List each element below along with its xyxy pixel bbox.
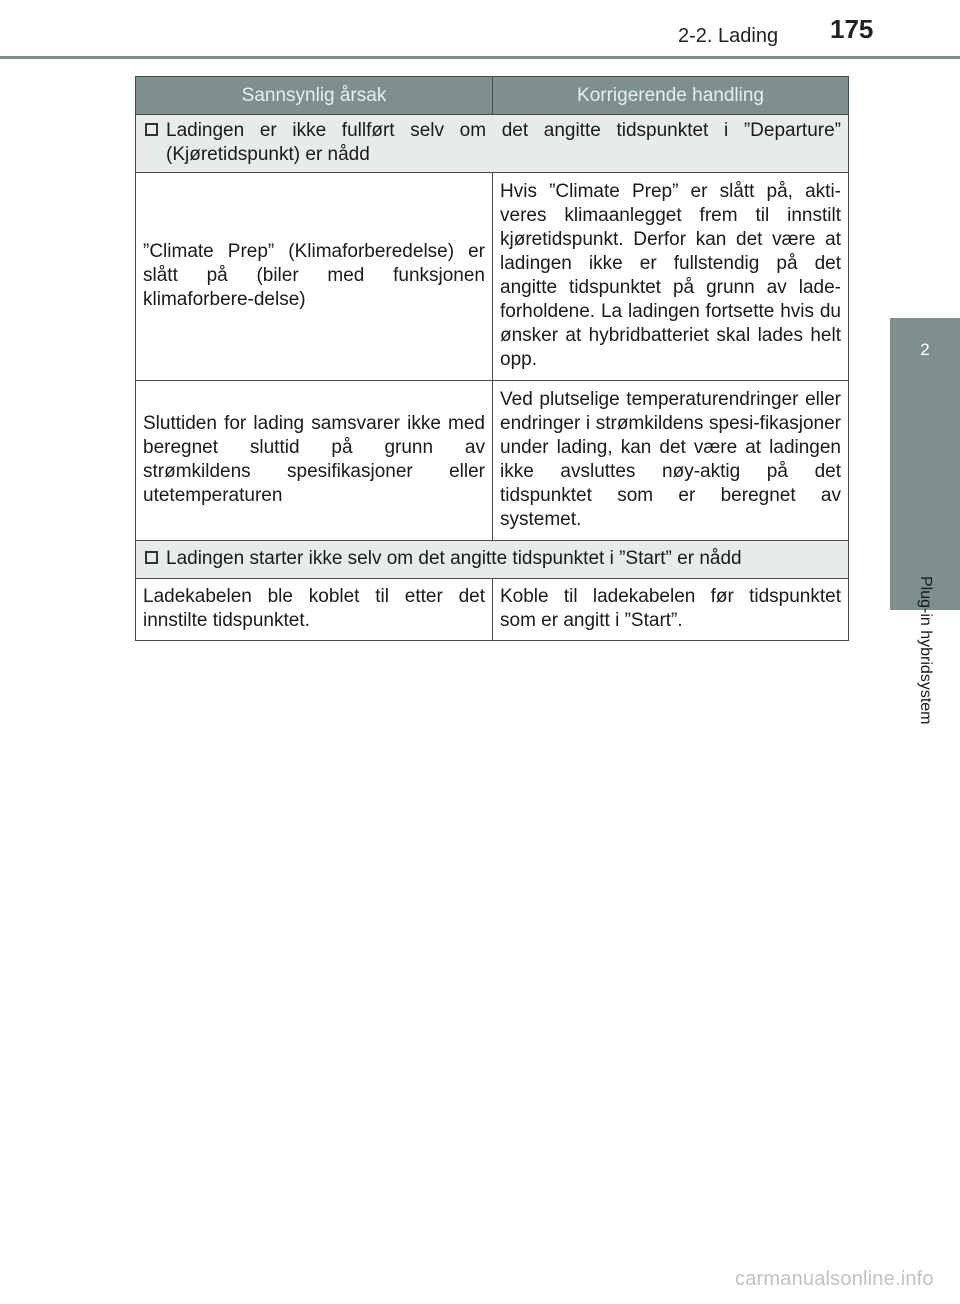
action-cell: Ved plutselige temperaturendringer eller endringer i strømkildens spesi-fikasjoner under lading, kan det være at ladingen ikke avsluttes nøy-aktig på det tidspunktet som er beregnet av systemet. [493,381,849,541]
column-header-action: Korrigerende handling [493,77,849,115]
watermark: carmanualsonline.info [735,1268,934,1290]
condition-cell [136,541,849,579]
checkbox-icon [145,551,158,564]
table-row [136,381,849,541]
cause-cell: Sluttiden for lading samsvarer ikke med beregnet sluttid på grunn av strømkildens spesifikasjoner eller utetemperaturen [136,381,493,541]
chapter-number: 2 [920,340,930,359]
chapter-tab[interactable] [890,318,960,725]
header-divider [0,56,960,59]
table-row [136,173,849,381]
condition-row [136,115,849,173]
page-number: 175 [830,14,874,44]
chapter-title: Plug-in hybridsystem [917,576,934,725]
cause-cell: ”Climate Prep” (Klimaforberedelse) er slått på (biler med funksjonen klimaforbere-delse) [136,173,493,381]
condition-cell [136,115,849,173]
table-header-row [136,77,849,115]
column-header-cause: Sannsynlig årsak [136,77,493,115]
action-cell: Koble til ladekabelen før tidspunktet som er angitt i ”Start”. [493,579,849,641]
condition-text: Ladingen er ikke fullført selv om det angitte tidspunktet i ”Departure” (Kjøretidspunkt) er nådd [166,120,841,165]
checkbox-icon [145,123,158,136]
troubleshooting-table [135,76,849,641]
section-title: 2-2. Lading [678,25,779,47]
table-row [136,579,849,641]
action-cell: Hvis ”Climate Prep” er slått på, akti-veres klimaanlegget frem til innstilt kjøretidspunkt. Derfor kan det være at ladingen ikke er fullstendig på det angitte tidspunktet på grunn av lade-forholdene. La ladingen fortsette hvis du ønsker at hybridbatteriet skal lades helt opp. [493,173,849,381]
cause-cell: Ladekabelen ble koblet til etter det innstilte tidspunktet. [136,579,493,641]
condition-row [136,541,849,579]
condition-text: Ladingen starter ikke selv om det angitte tidspunktet i ”Start” er nådd [166,548,742,569]
